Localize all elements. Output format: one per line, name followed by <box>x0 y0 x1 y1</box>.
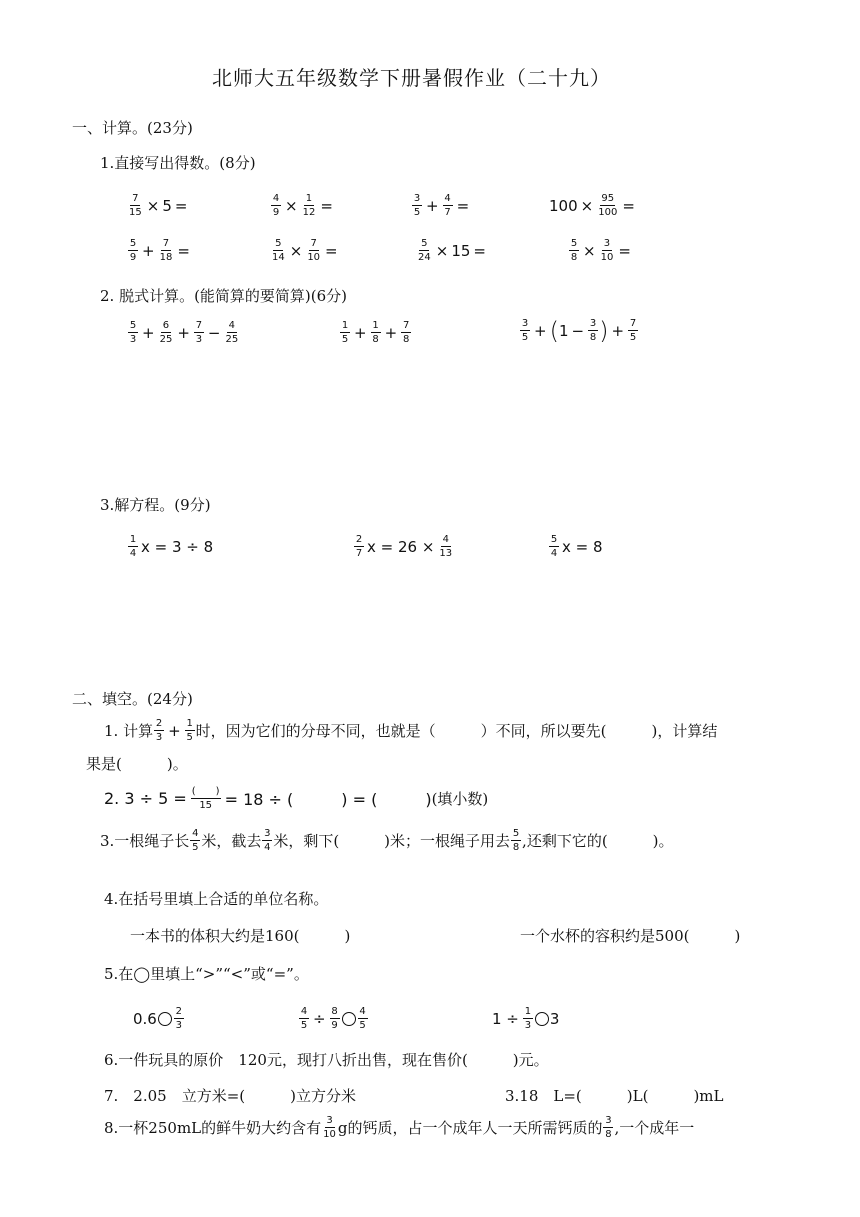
fraction: $\frac{4}{5}$ <box>300 1006 308 1031</box>
fraction: $\frac{1}{5}$ <box>341 320 349 345</box>
fraction: $\frac{5}{14}$ <box>272 238 285 263</box>
fraction: $\frac{7}{3}$ <box>195 320 203 345</box>
fraction: $\frac{4}{5}$ <box>192 828 199 853</box>
q3-equation-3: $\frac{5}{4}$ x = 8 <box>550 534 603 559</box>
fraction: $\frac{7}{18}$ <box>159 238 173 263</box>
fraction: $\frac{1}{8}$ <box>372 320 379 345</box>
q1-label: 1.直接写出得数。(8分) <box>100 154 256 172</box>
q2-expression-3: $\frac{3}{5}$ + ( 1 − $\frac{3}{8}$ ) + $\frac{7}{5}$ <box>521 316 637 345</box>
fraction: $\frac{3}{8}$ <box>589 318 597 343</box>
fraction: $\frac{5}{8}$ <box>512 828 520 853</box>
fraction: $\frac{2}{3}$ <box>175 1006 183 1031</box>
fill-q5-compare-2: $\frac{4}{5}$ ÷ $\frac{8}{9}$ $\frac{4}{5}$ <box>300 1006 366 1031</box>
fraction: $\frac{7}{15}$ <box>129 193 142 218</box>
fraction: $\frac{2}{7}$ <box>355 534 363 559</box>
compare-circle[interactable] <box>342 1012 356 1026</box>
fraction: $\frac{2}{3}$ <box>155 718 163 743</box>
fraction: $\frac{4}{5}$ <box>359 1006 366 1031</box>
fraction: $\frac{3}{5}$ <box>413 193 421 218</box>
fill-q1: 1. 计算 $\frac{2}{3}$ + $\frac{1}{5}$ 时，因为它们的分母不同，也就是（ ）不同，所以要先( )，计算结 <box>104 718 718 743</box>
fill-q4-b: 一个水杯的容积约是500( ) <box>520 927 741 945</box>
fraction: $\frac{5}{9}$ <box>129 238 137 263</box>
fraction: $\frac{1}{4}$ <box>129 534 137 559</box>
fill-q2: 2. 3 ÷ 5 = $\frac{( )}{15}$ = 18 ÷ ( ) = ( ) (填小数) <box>104 786 489 811</box>
fill-q4-label: 4.在括号里填上合适的单位名称。 <box>104 890 329 908</box>
q1-item-3: $\frac{3}{5}$ + $\frac{4}{7}$ = <box>413 193 470 218</box>
fraction: $\frac{7}{8}$ <box>402 320 410 345</box>
q1-item-4: 100 × $\frac{95}{100}$ = <box>549 193 635 218</box>
fill-q5-compare-3: 1 ÷ $\frac{1}{3}$ 3 <box>492 1006 560 1031</box>
fraction: $\frac{7}{10}$ <box>307 238 321 263</box>
q1-item-8: $\frac{5}{8}$ × $\frac{3}{10}$ = <box>570 238 631 263</box>
fraction: $\frac{1}{3}$ <box>524 1006 532 1031</box>
fill-q7-b: 3.18 L=( )L( )mL <box>505 1087 724 1105</box>
fraction: $\frac{4}{13}$ <box>439 534 453 559</box>
fraction: $\frac{4}{25}$ <box>225 320 239 345</box>
compare-circle[interactable] <box>535 1012 549 1026</box>
section-1-heading: 一、计算。(23分) <box>72 119 193 137</box>
fraction: $\frac{4}{7}$ <box>444 193 451 218</box>
compare-circle[interactable] <box>158 1012 172 1026</box>
fraction: $\frac{1}{12}$ <box>302 193 316 218</box>
fraction: $\frac{3}{10}$ <box>323 1115 336 1140</box>
fill-q6: 6.一件玩具的原价 120元，现打八折出售，现在售价( )元。 <box>104 1051 549 1069</box>
q3-equation-2: $\frac{2}{7}$ x = 26 × $\frac{4}{13}$ <box>355 534 453 559</box>
fraction: $\frac{7}{5}$ <box>629 318 637 343</box>
fraction: $\frac{5}{4}$ <box>550 534 558 559</box>
q1-item-5: $\frac{5}{9}$ + $\frac{7}{18}$ = <box>129 238 190 263</box>
fraction: $\frac{95}{100}$ <box>598 193 618 218</box>
fraction: $\frac{3}{5}$ <box>521 318 529 343</box>
fill-q5-label: 5.在◯里填上“>”“<”或“=”。 <box>104 965 309 983</box>
q1-item-7: $\frac{5}{24}$ × 15 = <box>418 238 486 263</box>
fraction: $\frac{5}{3}$ <box>129 320 137 345</box>
fill-q3: 3.一根绳子长 $\frac{4}{5}$ 米，截去 $\frac{3}{4}$ 米，剩下( )米；一根绳子用去 $\frac{5}{8}$ ,还剩下它的( )。 <box>100 828 674 853</box>
q2-expression-2: $\frac{1}{5}$ + $\frac{1}{8}$ + $\frac{7}{8}$ <box>341 320 410 345</box>
q2-label: 2. 脱式计算。(能简算的要简算)(6分) <box>100 287 348 305</box>
q3-equation-1: $\frac{1}{4}$ x = 3 ÷ 8 <box>129 534 214 559</box>
fraction: $\frac{1}{5}$ <box>186 718 193 743</box>
fill-q1-line2: 果是( )。 <box>86 755 188 773</box>
fraction: $\frac{6}{25}$ <box>159 320 173 345</box>
q2-expression-1: $\frac{5}{3}$ + $\frac{6}{25}$ + $\frac{7}{3}$ − $\frac{4}{25}$ <box>129 320 239 345</box>
page-title: 北师大五年级数学下册暑假作业（二十九） <box>212 66 611 90</box>
fraction: $\frac{3}{10}$ <box>600 238 614 263</box>
q1-item-6: $\frac{5}{14}$ × $\frac{7}{10}$ = <box>272 238 338 263</box>
fill-q5-compare-1: 0.6 $\frac{2}{3}$ <box>133 1006 183 1031</box>
fraction: $\frac{3}{8}$ <box>605 1115 612 1140</box>
fraction: $\frac{4}{9}$ <box>272 193 280 218</box>
fill-q4-a: 一本书的体积大约是160( ) <box>130 927 351 945</box>
fraction: $\frac{3}{4}$ <box>264 828 271 853</box>
q3-label: 3.解方程。(9分) <box>100 496 211 514</box>
fraction: $\frac{8}{9}$ <box>331 1006 338 1031</box>
q1-item-2: $\frac{4}{9}$ × $\frac{1}{12}$ = <box>272 193 333 218</box>
section-2-heading: 二、填空。(24分) <box>72 690 193 708</box>
fraction: $\frac{5}{8}$ <box>570 238 578 263</box>
fraction: $\frac{5}{24}$ <box>418 238 431 263</box>
fraction: $\frac{( )}{15}$ <box>191 786 220 811</box>
fill-q7-a: 7. 2.05 立方米=( )立方分米 <box>104 1087 356 1105</box>
fill-q8: 8.一杯250mL的鲜牛奶大约含有 $\frac{3}{10}$ g的钙质，占一个成年人一天所需钙质的 $\frac{3}{8}$ ,一个成年一 <box>104 1115 695 1140</box>
q1-item-1: $\frac{7}{15}$ × 5 = <box>129 193 188 218</box>
